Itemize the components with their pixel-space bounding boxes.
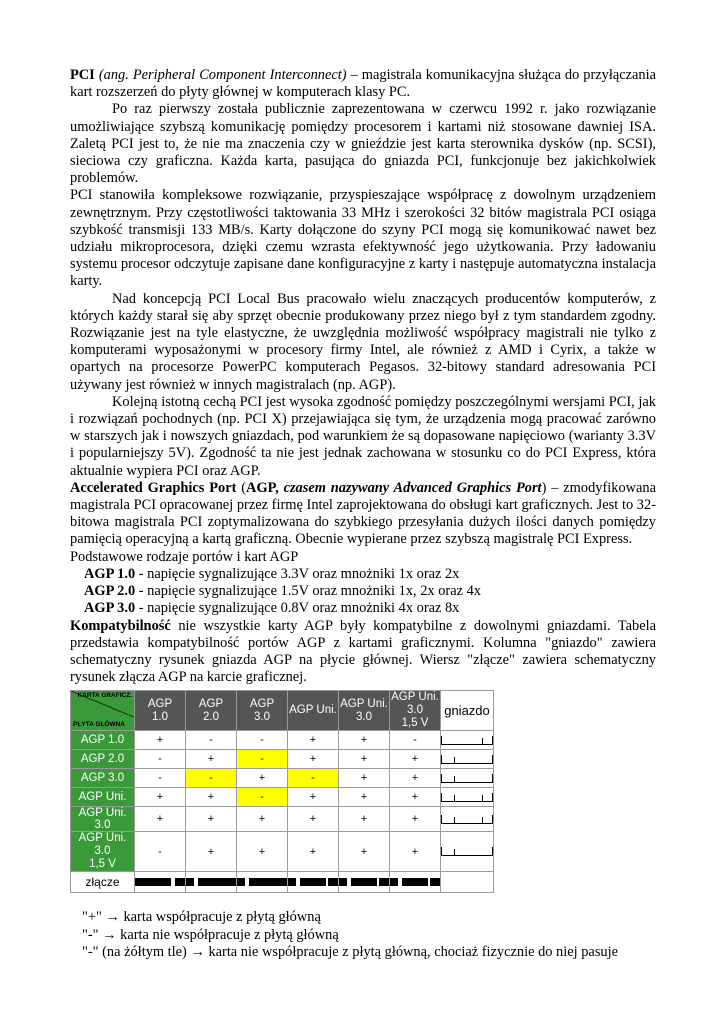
connector-diagram-cell: [390, 872, 441, 893]
compat-cell: +: [390, 769, 441, 788]
compat-cell: -: [135, 832, 186, 872]
table-body: [71, 731, 494, 893]
pci-history-paragraph: Po raz pierwszy została publicznie zaprezentowana w czerwcu 1992 r. jako rozwiązanie umożliwiające szybszą komunikację pomiędzy procesorem i kartami niż stosowane dawniej ISA. Zaletą PCI jest to, że nie ma znaczenia czy w gnieździe jest karta sterownika dysków (np. SCSI), sieciowa czy graficzna. Każda karta, pasująca do gniazda PCI, funkcjonuje bez jakichkolwiek problemów.: [70, 101, 656, 187]
compat-cell: +: [288, 807, 339, 832]
socket-diagram-cell: [441, 750, 494, 769]
compat-cell: +: [186, 788, 237, 807]
pci-local-bus-paragraph: Nad koncepcją PCI Local Bus pracowało wielu znaczących producentów komputerów, z których każdy starał się aby sprzęt obecnie produkowany przez niego był z tym standardem zgodny. Rozwiązanie jest na tyle elastyczne, że uwzględnia możliwość współpracy magistrali nie tylko z komputerami wyposażonymi w procesory firmy Intel, ale również z AMD i Cyrix, a także w opartych na procesorze PowerPC komputerach Pegasos. 32-bitowy standard adresowania PCI używany jest również w innych magistralach (np. AGP).: [70, 290, 656, 393]
compatibility-table: [70, 690, 494, 893]
compatibility-table-wrapper: [70, 690, 494, 893]
column-header: AGP Uni. 3.0: [339, 691, 390, 731]
agp-types-heading: Podstawowe rodzaje portów i kart AGP: [70, 548, 299, 565]
connector-row-label: złącze: [71, 872, 135, 893]
agp-type-line: AGP 2.0 - napięcie sygnalizujące 1.5V oraz mnożniki 1x, 2x oraz 4x: [84, 583, 481, 600]
socket-diagram-cell: [441, 731, 494, 750]
compat-cell: +: [186, 807, 237, 832]
connector-diagram-icon: [135, 878, 185, 886]
compat-cell: +: [237, 769, 288, 788]
agp-type-line: AGP 1.0 - napięcie sygnalizujące 3.3V oraz mnożniki 1x oraz 2x: [84, 565, 460, 582]
compat-cell: +: [339, 807, 390, 832]
connector-diagram-icon: [339, 878, 389, 886]
table-row: [71, 832, 494, 872]
socket-diagram-cell: [441, 788, 494, 807]
agp-abbr: AGP,: [246, 479, 279, 496]
column-header: AGP 2.0: [186, 691, 237, 731]
socket-diagram-icon: [441, 815, 493, 824]
legend-item: "+" → karta współpracuje z płytą główną: [82, 909, 321, 926]
agp-intro-text: – zmodyfikowana magistrala PCI opracowanej przez firmę Intel zaprojektowana do obsługi kart graficznych. Jest to 32-bitowa magistrala PCI zoptymalizowana do szybkiego przesyłania dużych ilości danych pomiędzy pamięcią operacyjną a kartą graficzną. Obecnie wypierane przez szybszą magistralę PCI Express.: [70, 479, 657, 548]
column-header: AGP 1.0: [135, 691, 186, 731]
compat-cell: +: [390, 807, 441, 832]
compat-cell: +: [135, 731, 186, 750]
compat-cell: +: [339, 750, 390, 769]
socket-diagram-cell: [441, 807, 494, 832]
compat-cell: -: [186, 731, 237, 750]
compat-cell: +: [135, 788, 186, 807]
socket-diagram-icon: [441, 847, 493, 856]
socket-diagram-cell: [441, 832, 494, 872]
connector-diagram-cell: [135, 872, 186, 893]
connector-diagram-cell: [288, 872, 339, 893]
row-header: AGP 3.0: [71, 769, 135, 788]
corner-top-label: KARTA GRAFICZ.: [77, 692, 132, 700]
table-row: [71, 807, 494, 832]
compat-cell: -: [237, 731, 288, 750]
compat-cell: +: [339, 832, 390, 872]
pci-compat-paragraph: Kolejną istotną cechą PCI jest wysoka zgodność pomiędzy poszczególnymi wersjami PCI, jak i rozwiązań pochodnych (np. PCI X) przejawiająca się tym, że urządzenia mogą pracować zarówno w starszych jak i nowszych gniazdach, pod warunkiem że są dopasowane napięciowo (warianty 3.3V i popularniejszy 5V). Zgodność ta nie jest jednak zachowana w stosunku co do PCI Express, która aktualnie wypiera PCI oraz AGP.: [70, 393, 656, 479]
socket-diagram-icon: [441, 755, 493, 764]
compat-paragraph: Kompatybilność nie wszystkie karty AGP były kompatybilne z dowolnymi gniazdami. Tabela przedstawia kompatybilność portów AGP z kartami graficznymi. Kolumna "gniazdo" zawiera schematyczny rysunek gniazda AGP na płycie głównej. Wiersz "złącze" zawiera schematyczny rysunek złącza AGP na karcie graficznej.: [70, 617, 656, 686]
row-header: AGP 2.0: [71, 750, 135, 769]
compat-cell: -: [135, 750, 186, 769]
compat-cell: -: [135, 769, 186, 788]
connector-row: [71, 872, 494, 893]
compat-cell: +: [237, 807, 288, 832]
connector-diagram-cell: [237, 872, 288, 893]
legend-item: "-" (na żółtym tle) → karta nie współpracuje z płytą główną, chociaż fizycznie do niej pasuje: [82, 943, 619, 960]
connector-diagram-cell: [186, 872, 237, 893]
pci-term: PCI: [70, 67, 95, 83]
compat-cell: -: [237, 750, 288, 769]
socket-column-header: gniazdo: [441, 691, 494, 731]
pci-intro-paragraph: [70, 67, 656, 101]
compat-cell: -: [237, 788, 288, 807]
compat-cell: +: [339, 788, 390, 807]
table-corner-cell: [71, 691, 135, 731]
compat-cell: +: [339, 769, 390, 788]
table-row: [71, 769, 494, 788]
compat-cell: +: [186, 750, 237, 769]
compat-cell: +: [288, 750, 339, 769]
table-row: [71, 750, 494, 769]
agp-term: Accelerated Graphics Port: [70, 479, 237, 496]
column-header: AGP Uni.: [288, 691, 339, 731]
pci-intro-text: – magistrala komunikacyjna służąca do przyłączania kart rozszerzeń do płyty głównej w komputerach klasy PC.: [70, 67, 656, 101]
compat-cell: -: [390, 731, 441, 750]
compat-cell: +: [237, 832, 288, 872]
agp-alias: czasem nazywany Advanced Graphics Port: [278, 479, 542, 496]
row-header: AGP Uni. 3.0: [71, 807, 135, 832]
compat-cell: +: [288, 788, 339, 807]
compat-cell: +: [390, 750, 441, 769]
compat-cell: +: [288, 832, 339, 872]
socket-diagram-icon: [441, 736, 493, 745]
table-row: [71, 788, 494, 807]
legend: [82, 909, 656, 961]
connector-diagram-icon: [186, 878, 236, 886]
document-page: [70, 67, 656, 961]
column-header: AGP 3.0: [237, 691, 288, 731]
socket-diagram-icon: [441, 774, 493, 783]
pci-complex-paragraph: PCI stanowiła kompleksowe rozwiązanie, przyspieszające współpracę z dowolnym urządzeniem zewnętrznym. Przy częstotliwości taktowania 33 MHz i szerokości 32 bitów magistrala PCI osiąga szybkość transmisji 133 MB/s. Karty dołączone do szyny PCI mogą się komunikować nawet bez udziału mikroprocesora, dzięki czemu wzrasta efektywność jego użytkowania. Przy ładowaniu systemu procesor odczytuje zapisane dane konfiguracyjne z karty i następuje automatyczna instalacja karty.: [70, 187, 656, 290]
agp-intro-paragraph: Accelerated Graphics Port (AGP, czasem nazywany Advanced Graphics Port) – zmodyfikowana magistrala PCI opracowanej przez firmę Intel zaprojektowana do obsługi kart graficznych. Jest to 32-bitowa magistrala PCI zoptymalizowana do szybkiego przesyłania dużych ilości danych pomiędzy pamięcią operacyjną a kartą graficzną. Obecnie wypierane przez szybszą magistralę PCI Express.: [70, 479, 657, 548]
corner-bottom-label: PŁYTA GŁÓWNA: [73, 721, 125, 729]
column-header: AGP Uni. 3.0 1,5 V: [391, 691, 439, 730]
compat-cell: -: [288, 769, 339, 788]
row-header: AGP Uni. 3.0 1,5 V: [71, 832, 135, 872]
compat-cell: +: [390, 788, 441, 807]
compat-term: Kompatybilność: [70, 617, 171, 634]
empty-cell: [441, 872, 494, 893]
table-row: [71, 731, 494, 750]
agp-type-line: AGP 3.0 - napięcie sygnalizujące 0.8V oraz mnożniki 4x oraz 8x: [84, 600, 460, 617]
connector-diagram-icon: [390, 878, 440, 886]
legend-item: "-" → karta nie współpracuje z płytą główną: [82, 926, 339, 943]
compat-cell: -: [186, 769, 237, 788]
compat-cell: +: [390, 832, 441, 872]
compat-cell: +: [186, 832, 237, 872]
table-header-row: [71, 691, 494, 731]
pci-expansion: (ang. Peripheral Component Interconnect): [98, 67, 347, 83]
compat-cell: +: [135, 807, 186, 832]
connector-diagram-icon: [237, 878, 287, 886]
connector-diagram-cell: [339, 872, 390, 893]
compat-cell: +: [288, 731, 339, 750]
row-header: AGP Uni.: [71, 788, 135, 807]
compat-cell: +: [339, 731, 390, 750]
connector-diagram-icon: [288, 878, 338, 886]
socket-diagram-cell: [441, 769, 494, 788]
row-header: AGP 1.0: [71, 731, 135, 750]
socket-diagram-icon: [441, 793, 493, 802]
